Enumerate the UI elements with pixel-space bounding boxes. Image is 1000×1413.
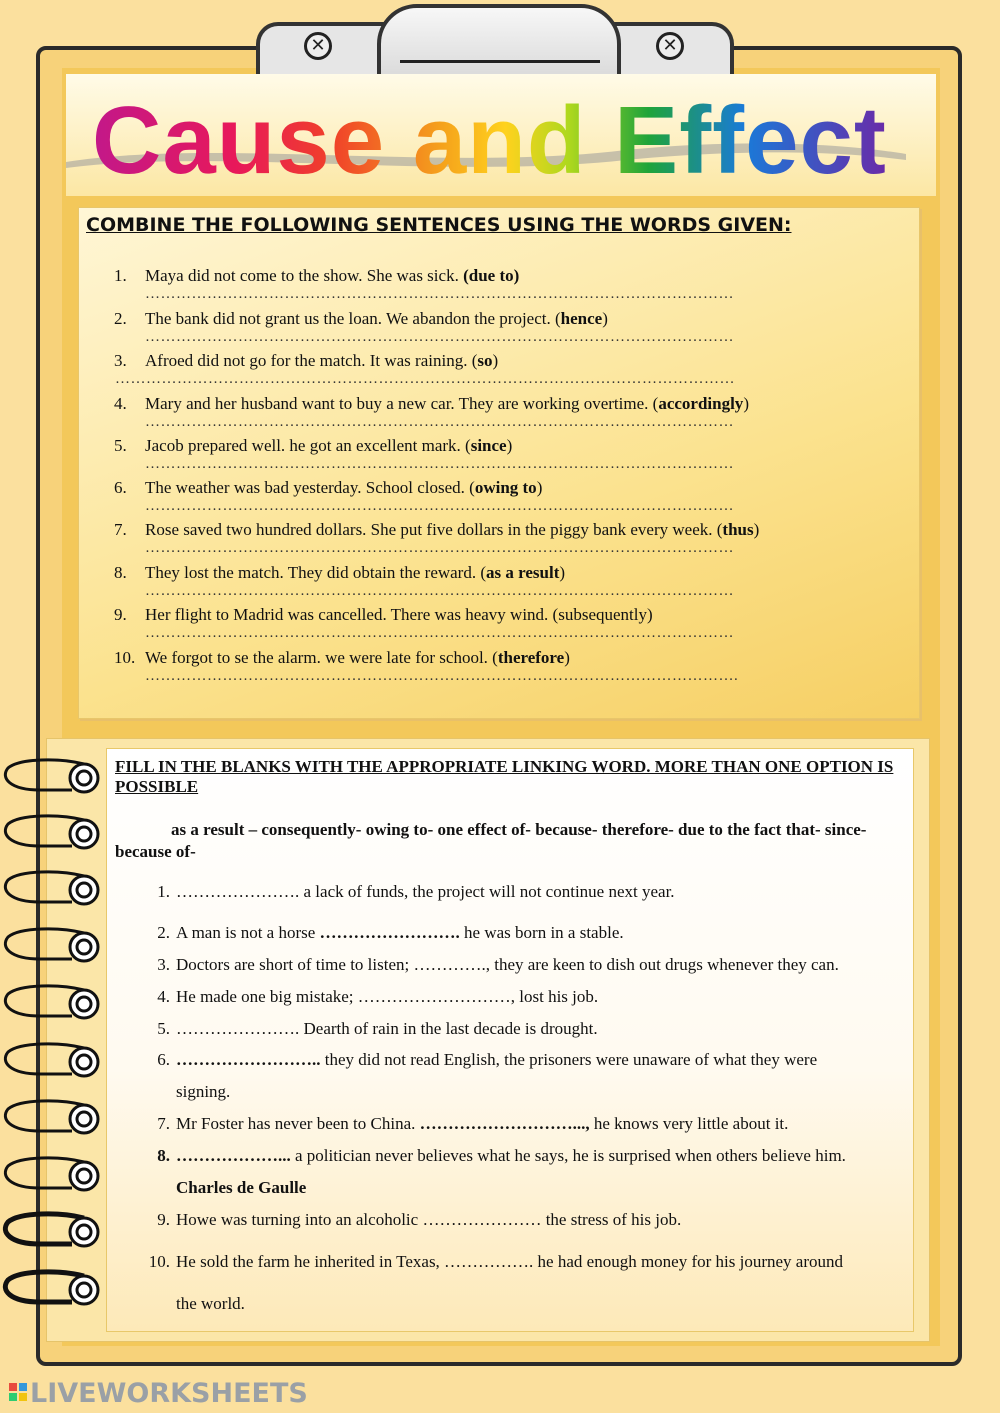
page-title: Cause and Effect xyxy=(92,87,887,194)
word-bank: as a result – consequently- owing to- one effect of- because- therefore- due to the fact that- since- because of- xyxy=(115,820,867,861)
combine-item-close: ) xyxy=(602,309,608,328)
fill-item-blank: …………………….. xyxy=(176,1050,321,1069)
combine-answer-line: …………………………………………………………………………………………………… xyxy=(145,498,734,514)
fill-item-blank: Charles de Gaulle xyxy=(176,1178,307,1197)
combine-item-number: 10. xyxy=(114,648,136,667)
fill-item-text xyxy=(176,1210,681,1230)
combine-answer-line: …………………………………………………………………………………………………… xyxy=(145,414,734,430)
combine-item-close: ) xyxy=(506,436,513,455)
fill-item-part: …………………. a lack of funds, the project will not continue next year. xyxy=(176,882,675,901)
fill-item-part: he was born in a stable. xyxy=(459,923,624,942)
fill-item-number: 5. xyxy=(157,1019,170,1038)
combine-answer-line: …………………………………………………………………………………………………… xyxy=(145,286,734,302)
combine-answer-line: ……………………………………………………………………………………………………. xyxy=(145,668,739,684)
combine-item-text xyxy=(145,436,512,456)
combine-item-number: 7. xyxy=(114,520,127,539)
combine-item-linking-word: accordingly xyxy=(658,394,744,413)
fill-item-part: He made one big mistake; ………………………, lost his job. xyxy=(176,987,599,1006)
clip-head xyxy=(377,4,621,84)
binder-ring-icon xyxy=(0,756,100,800)
combine-item-number: 4. xyxy=(114,394,127,413)
fill-item-blank: ………………... xyxy=(176,1146,291,1165)
fill-item-text xyxy=(176,1178,306,1198)
fill-item-number: 1. xyxy=(157,882,170,901)
combine-item-sentence: Maya did not come to the show. She was sick. xyxy=(145,266,464,285)
combine-item-number: 6. xyxy=(114,478,127,497)
combine-item-close: ) xyxy=(536,478,543,497)
fill-item-number: 2. xyxy=(157,923,170,942)
fill-item-number: 3. xyxy=(157,955,170,974)
combine-answer-line: ………………………………………………………………………………………………………… xyxy=(115,371,735,387)
fill-item-text xyxy=(176,955,839,975)
combine-item-sentence: The weather was bad yesterday. School closed. ( xyxy=(145,478,475,497)
fill-item-text xyxy=(176,1114,788,1134)
combine-item-linking-word: hence xyxy=(560,309,603,328)
screw-icon-right: ✕ xyxy=(656,32,684,60)
combine-item-number: 9. xyxy=(114,605,127,624)
combine-item-linking-word: so xyxy=(477,351,493,370)
fill-item-blank: ……………………. xyxy=(319,923,460,942)
combine-item-sentence: Afroed did not go for the match. It was raining. ( xyxy=(145,351,478,370)
combine-item-linking-word: since xyxy=(470,436,507,455)
binder-ring-icon xyxy=(0,925,100,969)
fill-item-number: 9. xyxy=(157,1210,170,1229)
combine-item-linking-word: as a result xyxy=(486,563,560,582)
fill-item-text xyxy=(176,1252,843,1272)
fill-item-number: 7. xyxy=(157,1114,170,1133)
fill-item-text xyxy=(176,1082,230,1102)
binder-ring-icon xyxy=(0,982,100,1026)
combine-item-close: ) xyxy=(559,563,566,582)
fill-item-part: …………………. Dearth of rain in the last decade is drought. xyxy=(176,1019,598,1038)
combine-item-close: ) xyxy=(564,648,570,667)
binder-ring-icon xyxy=(0,1154,100,1198)
combine-item-close: ) xyxy=(492,351,499,370)
combine-answer-line: …………………………………………………………………………………………………… xyxy=(145,540,734,556)
combine-item-text xyxy=(145,351,498,371)
binder-ring-icon xyxy=(0,1097,100,1141)
combine-item-text xyxy=(145,478,542,498)
fill-item-text xyxy=(176,1050,817,1070)
fill-item-part: he knows very little about it. xyxy=(589,1114,789,1133)
combine-item-sentence: They lost the match. They did obtain the reward. ( xyxy=(145,563,487,582)
screw-icon-left: ✕ xyxy=(304,32,332,60)
combine-item-linking-word: (due to) xyxy=(463,266,520,285)
fill-item-text xyxy=(176,1294,245,1314)
combine-item-number: 8. xyxy=(114,563,127,582)
fill-item-text xyxy=(176,1146,846,1166)
fill-item-number: 8. xyxy=(157,1146,170,1165)
fill-item-blank: ………………………..., xyxy=(419,1114,590,1133)
combine-item-sentence: The bank did not grant us the loan. We abandon the project. ( xyxy=(145,309,561,328)
fill-item-part: Howe was turning into an alcoholic ………………… the stress of his job. xyxy=(176,1210,682,1229)
binder-ring-icon xyxy=(0,868,100,912)
combine-item-text xyxy=(145,309,608,329)
section-combine-heading: COMBINE THE FOLLOWING SENTENCES USING THE WORDS GIVEN: xyxy=(86,214,792,236)
combine-item-text xyxy=(145,563,565,583)
fill-item-part: Doctors are short of time to listen; …………., they are keen to dish out drugs whenever they can. xyxy=(176,955,839,974)
fill-item-number: 6. xyxy=(157,1050,170,1069)
binder-ring-icon xyxy=(0,1268,100,1312)
binder-ring-icon xyxy=(0,812,100,856)
fill-item-part: signing. xyxy=(176,1082,231,1101)
combine-item-linking-word: owing to xyxy=(474,478,537,497)
combine-item-close: ) xyxy=(743,394,749,413)
combine-answer-line: …………………………………………………………………………………………………… xyxy=(145,456,734,472)
fill-item-part: the world. xyxy=(176,1294,245,1313)
section-fill-heading: FILL IN THE BLANKS WITH THE APPROPRIATE LINKING WORD. MORE THAN ONE OPTION IS POSSIBLE xyxy=(115,757,894,796)
fill-item-part: A man is not a horse xyxy=(176,923,320,942)
fill-item-text xyxy=(176,1019,598,1039)
combine-item-linking-word: therefore xyxy=(497,648,565,667)
combine-item-text xyxy=(145,648,570,668)
fill-item-text xyxy=(176,923,624,943)
fill-item-part: they did not read English, the prisoners were unaware of what they were xyxy=(320,1050,818,1069)
fill-item-part: a politician never believes what he says, he is surprised when others believe him. xyxy=(290,1146,846,1165)
combine-item-number: 1. xyxy=(114,266,127,285)
combine-item-text xyxy=(145,394,749,414)
combine-item-close: ) xyxy=(753,520,760,539)
combine-item-sentence: Jacob prepared well. he got an excellent mark. ( xyxy=(145,436,471,455)
binder-ring-icon xyxy=(0,1040,100,1084)
combine-item-number: 3. xyxy=(114,351,127,370)
combine-item-number: 2. xyxy=(114,309,127,328)
fill-item-text xyxy=(176,987,598,1007)
combine-item-sentence: Her flight to Madrid was cancelled. There was heavy wind. (subsequently) xyxy=(145,605,653,624)
fill-item-part: He sold the farm he inherited in Texas, ……………. he had enough money for his journey around xyxy=(176,1252,844,1271)
combine-answer-line: …………………………………………………………………………………………………… xyxy=(145,583,734,599)
liveworksheets-logo-icon xyxy=(8,1382,30,1406)
fill-item-text xyxy=(176,882,675,902)
combine-item-sentence: We forgot to se the alarm. we were late for school. ( xyxy=(145,648,498,667)
combine-item-text xyxy=(145,266,519,286)
fill-item-number: 4. xyxy=(157,987,170,1006)
combine-item-linking-word: thus xyxy=(722,520,754,539)
combine-item-text xyxy=(145,520,759,540)
fill-item-number: 10. xyxy=(148,1252,170,1271)
clip-line xyxy=(400,60,600,63)
combine-item-text xyxy=(145,605,653,625)
combine-item-number: 5. xyxy=(114,436,127,455)
combine-answer-line: …………………………………………………………………………………………………… xyxy=(145,625,734,641)
footer-brand: LIVEWORKSHEETS xyxy=(30,1378,308,1409)
binder-ring-icon xyxy=(0,1210,100,1254)
combine-item-sentence: Rose saved two hundred dollars. She put five dollars in the piggy bank every week. ( xyxy=(145,520,723,539)
combine-item-sentence: Mary and her husband want to buy a new car. They are working overtime. ( xyxy=(145,394,659,413)
combine-answer-line: …………………………………………………………………………………………………… xyxy=(145,329,734,345)
fill-item-part: Mr Foster has never been to China. xyxy=(176,1114,420,1133)
